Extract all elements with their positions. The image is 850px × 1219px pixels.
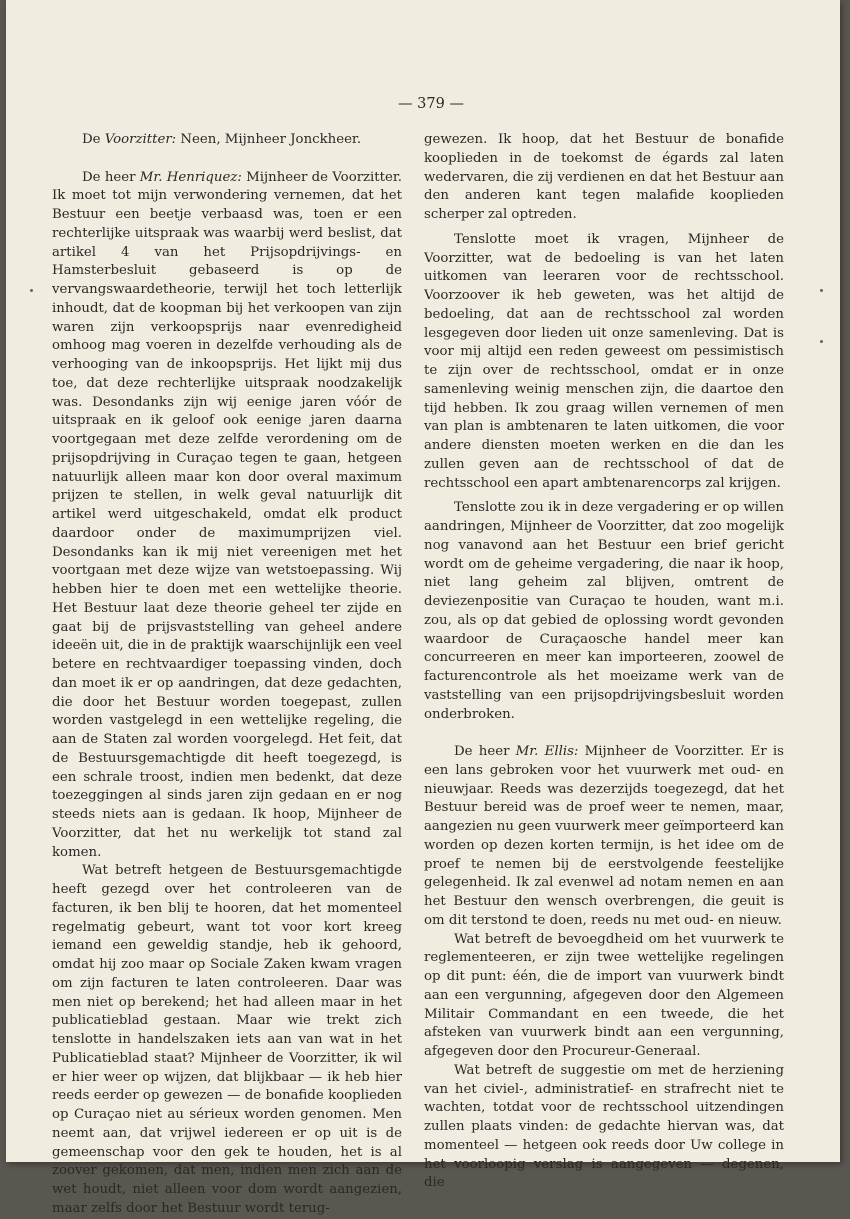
speaker-name: Mr. Henriquez:	[139, 169, 242, 185]
paragraph-prefix: De heer	[454, 744, 516, 759]
document-page	[6, 0, 840, 1216]
paragraph-text: Neen, Mijnheer Jonckheer.	[176, 132, 362, 147]
paragraph-prefix: De	[82, 132, 105, 147]
margin-speck	[820, 340, 823, 343]
paragraph-text: Tenslotte zou ik in deze vergadering er op willen aandringen, Mijnheer de Voorzitter, dat zoo mogelijk nog vanavond aan het Bestuur een brief gericht wordt om de geheime vergadering, die naar ik hoop, niet lang geheim zal blijven, omtrent de deviezenpositie van Curaçao te houden, want m.i. zou, als op dat gebied de oplossing wordt gevonden waardoor de Curaçaosche handel meer kan concurreeren en meer kan importeeren, zoowel de facturencontrole als het moeizame werk van de vaststelling van een prijsopdrijvingsbesluit worden onderbroken.	[424, 500, 784, 722]
paragraph	[424, 931, 784, 1062]
paragraph-text: gewezen. Ik hoop, dat het Bestuur de bonafide kooplieden in de toekomst de égards zal laten wedervaren, die zij verdienen en dat het Bestuur aan den anderen kant tegen malafide kooplieden scherper zal optreden.	[424, 132, 784, 222]
speaker-name: Voorzitter:	[104, 132, 177, 147]
paragraph-text: Mijnheer de Voorzitter. Er is een lans gebroken voor het vuurwerk met oud- en nieuwjaar. Reeds was dezerzijds toegezegd, dat het Bestuur bereid was de proef weer te nemen, maar, aangezien nu geen vuurwerk meer geïmporteerd kan worden op dezen korten termijn, is het idee om de proef te nemen bij de eerstvolgende feestelijke gelegenheid. Ik zal evenwel ad notam nemen en aan het Bestuur den wensch overbrengen, die geuit is om dit terstond te doen, reeds nu met oud- en nieuw.	[424, 744, 784, 928]
left-column	[52, 131, 402, 1219]
paragraph-text: Wat betreft hetgeen de Bestuursgemachtigde heeft gezegd over het controleeren van de facturen, ik ben blij te hooren, dat het momenteel regelmatig gebeurt, want tot voor kort kreeg iemand een geweldig standje, heb ik gehoord, omdat hij zoo maar op Sociale Zaken kwam vragen om zijn facturen te laten controleeren. Daar was men niet op berekend; het had alleen maar in het publicatieblad gestaan. Maar wie trekt zich tenslotte in handelszaken iets aan van wat in het Publicatieblad staat? Mijnheer de Voorzitter, ik wil er hier weer op wijzen, dat blijkbaar — ik heb hier reeds eerder op gewezen — de bonafide kooplieden op Curaçao niet au sérieux worden genomen. Men neemt aan, dat vrijwel iedereen er op uit is de gemeenschap voor den gek te houden, het is al zoover gekomen, dat men, indien men zich aan de wet houdt, niet alleen voor dom wordt aangezien, maar zelfs door het Bestuur wordt terug-	[52, 863, 402, 1216]
speaker-name: Mr. Ellis:	[515, 744, 579, 759]
paragraph-text: Wat betreft de suggestie om met de herziening van het civiel-, administratief- en strafrecht niet te wachten, totdat voor de rechtsschool uitzendingen zullen plaats vinden: de gedachte hiervan was, dat momenteel — hetgeen ook reeds door Uw college in het voorloopig verslag is aangegeven — degenen, die	[424, 1062, 784, 1191]
paragraph	[52, 169, 402, 863]
margin-speck	[30, 289, 33, 292]
paragraph-text: Wat betreft de bevoegdheid om het vuurwerk te reglementeeren, er zijn twee wettelijke regelingen op dit punt: één, die de import van vuurwerk bindt aan een vergunning, afgegeven door den Algemeen Militair Commandant en een tweede, die het afsteken van vuurwerk bindt aan een vergunning, afgegeven door den Procureur-Generaal.	[424, 931, 784, 1059]
paragraph-prefix: De heer	[82, 169, 140, 185]
paragraph	[52, 862, 402, 1218]
paragraph-text: Mijnheer de Voorzitter. Ik moet tot mijn verwondering vernemen, dat het Bestuur een beetje verbaasd was, toen er een rechterlijke uitspraak was waarbij werd beslist, dat artikel 4 van het Prijsopdrijvings- en Hamsterbesluit gebaseerd is op de vervangswaardetheorie, terwijl het toch letterlijk inhoudt, dat de koopman bij het verkoopen van zijn waren zijn verkoopsprijs naar evenredigheid omhoog mag voeren in dezelfde verhouding als de verhooging van de inkoopsprijs. Het lijkt mij dus toe, dat deze rechterlijke uitspraak noodzakelijk was. Desondanks zijn wij eenige jaren vóór de uitspraak en ik geloof ook eenige jaren daarna voortgegaan met deze zelfde verordening om de prijsopdrijving in Curaçao tegen te gaan, hetgeen natuurlijk alleen maar kon door overal maximum prijzen te stellen, in welk geval natuurlijk dit artikel werd uitgeschakeld, omdat elk product daardoor onder de maximumprijzen viel. Desondanks kan ik mij niet vereenigen met het voortgaan met deze wijze van wetstoepassing. Wij hebben hier te doen met een wettelijke theorie. Het Bestuur laat deze theorie geheel ter zijde en gaat bij de prijsvaststelling van geheel andere ideeën uit, die in de praktijk waarschijnlijk een veel betere en rechtvaardiger toepassing vinden, doch dan moet ik er op aandringen, dat deze gedachten, die door het Bestuur worden toegepast, zullen worden vastgelegd in een wettelijke regeling, die aan de Staten zal worden voorgelegd. Het feit, dat de Bestuursgemachtigde dit heeft toegezegd, is een schrale troost, indien men bedenkt, dat deze toezeggingen al sinds jaren zijn gedaan en er nog steeds niets aan is gedaan. Ik hoop, Mijnheer de Voorzitter, dat het nu werkelijk tot stand zal komen.	[52, 169, 402, 860]
right-column	[424, 131, 784, 1193]
paragraph-text: Tenslotte moet ik vragen, Mijnheer de Voorzitter, wat de bedoeling is van het laten uitkomen van leeraren voor de rechtsschool. Voorzoover ik heb geweten, was het altijd de bedoeling, dat aan de rechtsschool zal worden lesgegeven door lieden uit onze samenleving. Dat is voor mij altijd een reden geweest om pessimistisch te zijn over de rechtsschool, omdat er in onze samenleving weinig menschen zijn, die daartoe den tijd hebben. Ik zou graag willen vernemen of men van plan is ambtenaren te laten uitkomen, die voor andere diensten moeten werken en die dan les zullen geven aan de rechtsschool of dat de rechtsschool een apart ambtenarencorps zal krijgen.	[424, 231, 784, 491]
paragraph	[424, 231, 784, 494]
margin-speck	[820, 289, 823, 292]
paragraph	[424, 131, 784, 225]
paragraph	[424, 743, 784, 931]
paragraph	[52, 131, 402, 150]
paragraph	[424, 499, 784, 724]
page-number: — 379 —	[398, 96, 464, 112]
paragraph	[424, 1062, 784, 1193]
